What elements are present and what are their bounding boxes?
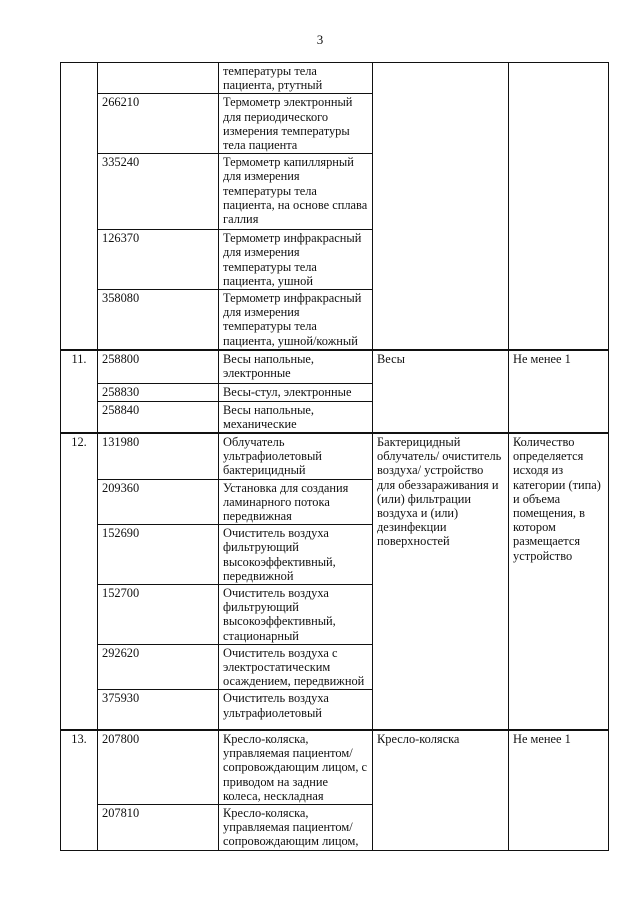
table-row — [61, 433, 609, 479]
device-name: Термометр электронный для периодического измерения температуры тела пациента — [219, 94, 373, 154]
type-code: 131980 — [98, 433, 219, 479]
required-quantity: Не менее 1 — [509, 350, 609, 433]
device-name: Весы напольные, механические — [219, 401, 373, 433]
device-name: Очиститель воздуха ультрафиолетовый — [219, 690, 373, 730]
table-row — [61, 63, 609, 94]
equipment-type — [373, 63, 509, 350]
table-row — [61, 730, 609, 805]
type-code: 152690 — [98, 525, 219, 585]
type-code: 266210 — [98, 94, 219, 154]
row-number: 13. — [61, 730, 98, 850]
device-name: Весы-стул, электронные — [219, 384, 373, 401]
equipment-type: Кресло-коляска — [373, 730, 509, 850]
required-quantity: Количество определяется исходя из категории (типа) и объема помещения, в котором размещается устройство — [509, 433, 609, 730]
type-code: 258800 — [98, 350, 219, 384]
required-quantity — [509, 63, 609, 350]
device-name: Очиститель воздуха фильтрующий высокоэффективный, стационарный — [219, 584, 373, 644]
equipment-table-body — [61, 63, 609, 851]
device-name: Кресло-коляска, управляемая пациентом/ сопровождающим лицом, с приводом на задние колеса, нескладная — [219, 730, 373, 805]
equipment-table — [60, 62, 609, 851]
type-code: 335240 — [98, 154, 219, 230]
row-number — [61, 63, 98, 350]
row-number: 12. — [61, 433, 98, 730]
type-code: 207800 — [98, 730, 219, 805]
equipment-type: Бактерицидный облучатель/ очиститель воздуха/ устройство для обеззараживания и (или) фильтрации воздуха и (или) дезинфекции поверхностей — [373, 433, 509, 730]
type-code: 292620 — [98, 644, 219, 690]
device-name: Облучатель ультрафиолетовый бактерицидный — [219, 433, 373, 479]
device-name: Очиститель воздуха фильтрующий высокоэффективный, передвижной — [219, 525, 373, 585]
row-number: 11. — [61, 350, 98, 433]
table-row — [61, 350, 609, 384]
device-name: Термометр капиллярный для измерения температуры тела пациента, на основе сплава галлия — [219, 154, 373, 230]
type-code: 152700 — [98, 584, 219, 644]
device-name: Термометр инфракрасный для измерения температуры тела пациента, ушной/кожный — [219, 290, 373, 350]
device-name: Кресло-коляска, управляемая пациентом/ сопровождающим лицом, — [219, 804, 373, 850]
type-code: 258840 — [98, 401, 219, 433]
device-name: Термометр инфракрасный для измерения температуры тела пациента, ушной — [219, 230, 373, 290]
type-code: 258830 — [98, 384, 219, 401]
type-code: 209360 — [98, 479, 219, 525]
type-code: 358080 — [98, 290, 219, 350]
type-code: 207810 — [98, 804, 219, 850]
device-name: Весы напольные, электронные — [219, 350, 373, 384]
equipment-type: Весы — [373, 350, 509, 433]
type-code — [98, 63, 219, 94]
type-code: 126370 — [98, 230, 219, 290]
page-number: 3 — [316, 32, 324, 47]
type-code: 375930 — [98, 690, 219, 730]
device-name: температуры тела пациента, ртутный — [219, 63, 373, 94]
device-name: Установка для создания ламинарного потока передвижная — [219, 479, 373, 525]
required-quantity: Не менее 1 — [509, 730, 609, 850]
device-name: Очиститель воздуха с электростатическим осаждением, передвижной — [219, 644, 373, 690]
